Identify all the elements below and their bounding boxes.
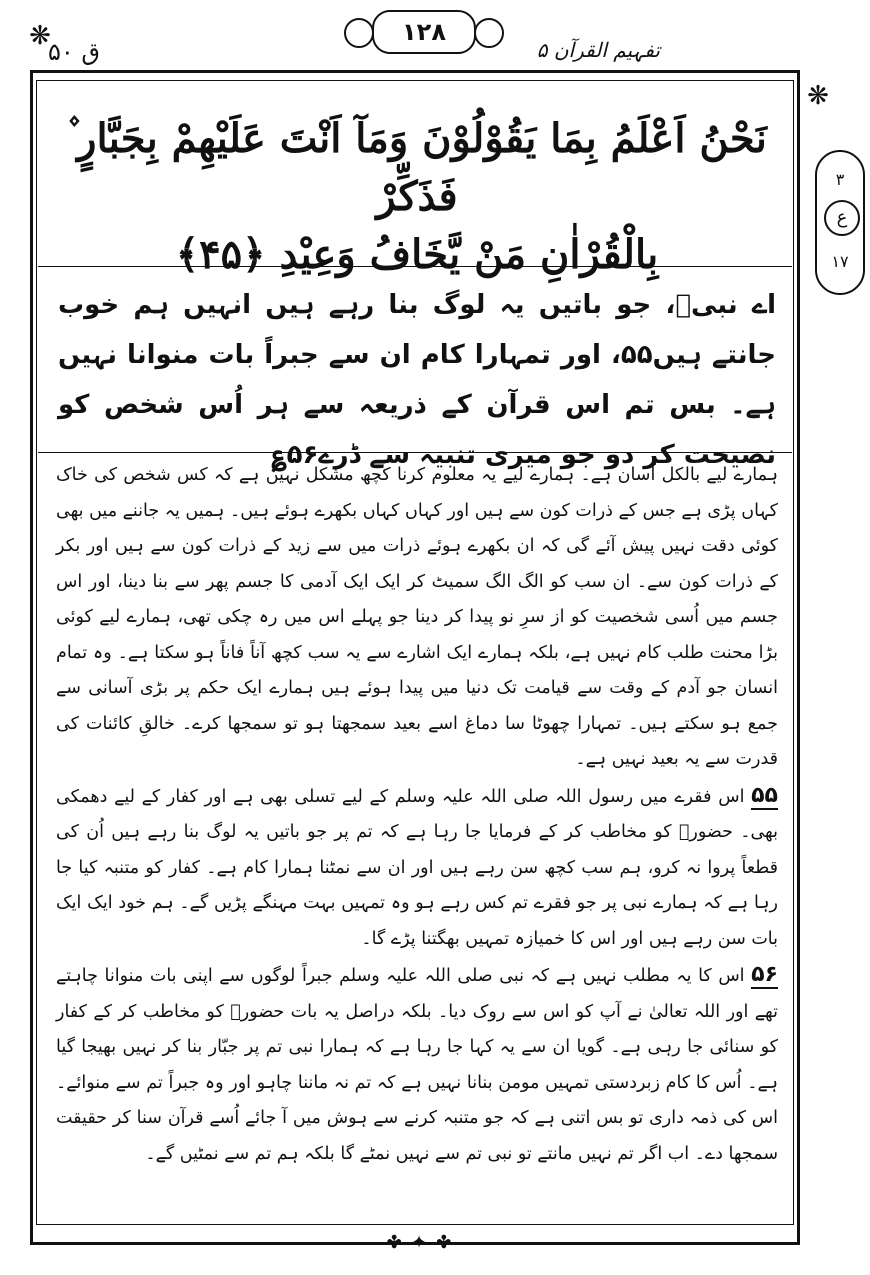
footnote-text: اس کا یہ مطلب نہیں ہے کہ نبی صلی اللہ علیہ وسلم جبراً لوگوں سے اپنی بات منوانا چاہتے تھے اور اللہ تعالیٰ نے آپ کو اس سے روک دیا۔ بلکہ دراصل یہ بات حضورؐ کو مخاطب کر کے کفار کو سنائی جا رہی ہے۔ گویا ان سے یہ کہا جا رہا ہے کہ ہمارا نبی تم پر جبّار بنا کر نہیں بھیجا گیا ہے۔ اُس کا کام زبردستی تمہیں مومن بنانا نہیں ہے کہ تم نہ ماننا چاہو اور وہ جبراً تم سے منوائے۔ اس کی ذمہ داری تو بس اتنی ہے کہ جو متنبہ کرنے سے ہوش میں آ جائے اُسے قرآن سنا کر حقیقت سمجھا دے۔ اب اگر تم نہیں مانتے تو نبی تم سے نہیں نمٹے گا بلکہ ہم تم سے نمٹیں گے۔ [56, 966, 779, 1164]
verse-line: نَحْنُ اَعْلَمُ بِمَا یَقُوْلُوْنَ وَمَآ اَنْتَ عَلَیْهِمْ بِجَبَّارٍ ۫ فَذَكِّرْ [67, 115, 767, 220]
verse-translation: اے نبیؐ، جو باتیں یہ لوگ بنا رہے ہیں انہیں ہم خوب جانتے ہیں۵۵، اور تمہارا کام ان سے جبراً بات منوانا نہیں ہے۔ بس تم اس قرآن کے ذریعہ سے ہر اُس شخص کو نصیحت کر دو جو میری تنبیہ سے ڈرے۵۶؏ [58, 290, 776, 470]
end-ornament-icon: ✤ ✦ ✤ [220, 1232, 620, 1253]
page-header [0, 0, 870, 80]
footnote-56 [56, 957, 778, 1172]
corner-ornament-icon: ❋ [29, 21, 51, 51]
ruku-marker [815, 150, 865, 295]
ruku-verse-count: ۱۷ [831, 252, 849, 271]
verse-line: بِالْقُرْاٰنِ مَنْ یَّخَافُ وَعِیْدِ ﴿۴۵﴾ [175, 231, 659, 278]
commentary [56, 458, 778, 1172]
page-number: ۱۲۸ [372, 10, 476, 54]
footnote-number: ۵۶ [751, 962, 778, 987]
commentary-paragraph: ہمارے لیے بالکل آسان ہے۔ ہمارے لیے یہ معلوم کرنا کچھ مشکل نہیں ہے کہ کس شخص کی خاک کہاں پڑی ہے جس کے ذرات کون سے ہیں اور کہاں کہاں بکھرے ہوئے ہیں۔ ہمیں یہ جاننے میں بھی کوئی دقت نہیں پیش آئے گی کہ ان بکھرے ہوئے ذرات میں سے زید کے ذرات کون سے ہیں اور بکر کے ذرات کون سے۔ ان سب کو الگ الگ سمیٹ کر ایک ایک آدمی کا جسم پھر سے بنا دینا، اور اس جسم میں اُسی شخصیت کو از سرِ نو پیدا کر دینا جو پہلے اس میں رہ چکی تھی، ہمارے لیے کوئی بڑا محنت طلب کام نہیں ہے، بلکہ ہمارے ایک اشارے سے یہ سب کچھ آناً فاناً ہو سکتا ہے۔ وہ تمام انسان جو آدم کے وقت سے قیامت تک دنیا میں پیدا ہوئے ہیں ہمارے ایک حکم پر بڑی آسانی سے جمع ہو سکتے ہیں۔ تمہارا چھوٹا سا دماغ اسے بعید سمجھتا ہو تو سمجھا کرے۔ خالقِ کائنات کی قدرت سے یہ بعید نہیں ہے۔ [56, 465, 778, 769]
running-title: تفہیم القرآن ۵ [536, 38, 660, 62]
surah-reference: ق ۵۰ [48, 38, 101, 66]
corner-ornament-icon: ❋ [807, 81, 829, 111]
ruku-number: ۳ [835, 170, 845, 189]
footnote-text: اس فقرے میں رسول اللہ صلی اللہ علیہ وسلم کے لیے تسلی بھی ہے اور کفار کے لیے دھمکی بھی۔ حضورؐ کو مخاطب کر کے فرمایا جا رہا ہے کہ تم پر جو باتیں یہ لوگ بنا رہے ہیں اُن کی قطعاً پروا نہ کرو، ہم سب کچھ سن رہے ہیں اور ان سے نمٹنا ہمارا کام ہے۔ کفار کو متنبہ کیا جا رہا ہے کہ ہمارے نبی پر جو فقرے تم کس رہے ہو وہ تمہیں بہت مہنگے پڑیں گے۔ ہم خود ایک ایک بات سن رہے ہیں اور اس کا خمیازہ تمہیں بھگتنا پڑے گا۔ [56, 786, 778, 949]
divider [38, 452, 792, 453]
footnote-55 [56, 778, 778, 958]
ruku-sign-icon: ع [824, 200, 860, 236]
quran-verse [58, 110, 776, 284]
footnote-number: ۵۵ [751, 782, 778, 808]
divider [38, 266, 792, 267]
